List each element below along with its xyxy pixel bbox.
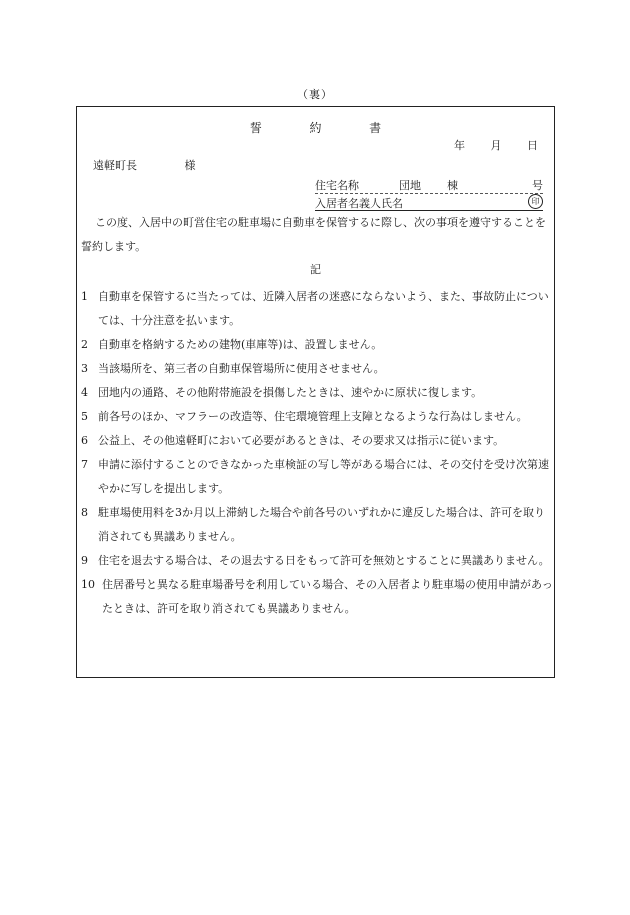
seal-mark: 印: [528, 194, 543, 209]
item-text: 住宅を退去する場合は、その退去する日をもって許可を無効とすることに異議ありません。: [98, 554, 550, 567]
title-char-1: 誓: [249, 121, 262, 135]
housing-name-row: [315, 177, 543, 194]
date-day: 日: [527, 139, 538, 152]
item-number: 1: [81, 290, 88, 303]
item-number: 9: [81, 554, 88, 567]
number-label: 号: [532, 179, 543, 192]
item-text: 申請に添付することのできなかった車検証の写し等がある場合には、その交付を受け次第速やかに写しを提出します。: [98, 458, 549, 495]
pledge-item: [81, 453, 553, 501]
pledge-item: [81, 573, 553, 621]
ki-heading: 記: [310, 263, 321, 276]
item-number: 3: [81, 362, 88, 375]
pledge-form: [76, 106, 555, 678]
addressee: [93, 157, 196, 173]
housing-name-label: 住宅名称: [315, 179, 359, 192]
resident-block: [315, 177, 543, 211]
item-number: 4: [81, 386, 88, 399]
page-side-label: （裏）: [297, 88, 333, 101]
resident-name-row: [315, 194, 543, 211]
item-text: 団地内の通路、その他附帯施設を損傷したときは、速やかに原状に復します。: [98, 386, 483, 399]
item-number: 6: [81, 434, 88, 447]
date-month: 月: [490, 139, 502, 152]
pledge-item: [81, 501, 553, 549]
title-char-2: 約: [309, 121, 322, 135]
date-year: 年: [454, 139, 465, 152]
item-number: 7: [81, 458, 88, 471]
title-char-3: 書: [369, 121, 382, 135]
pledge-item: [81, 429, 553, 453]
item-number: 2: [81, 338, 88, 351]
item-number: 8: [81, 506, 88, 519]
pledge-item: [81, 357, 553, 381]
item-text: 当該場所を、第三者の自動車保管場所に使用させません。: [98, 362, 385, 375]
item-text: 駐車場使用料を3か月以上滞納した場合や前各号のいずれかに違反した場合は、許可を取り消されても異議ありません。: [98, 506, 545, 543]
building-label: 棟: [447, 179, 458, 192]
item-text: 前各号のほか、マフラーの改造等、住宅環境管理上支障となるような行為はしません。: [98, 410, 528, 423]
item-text: 自動車を保管するに当たっては、近隣入居者の迷惑にならないよう、また、事故防止については、十分注意を払います。: [98, 290, 549, 327]
intro-paragraph: この度、入居中の町営住宅の駐車場に自動車を保管するに際し、次の事項を遵守することを誓約します。: [81, 216, 546, 253]
item-number: 10: [81, 578, 95, 591]
pledge-item: [81, 333, 553, 357]
date-line: [432, 137, 538, 153]
resident-name-label: 入居者名義人氏名: [315, 197, 403, 210]
item-text: 公益上、その他遠軽町において必要があるときは、その要求又は指示に従います。: [98, 434, 505, 447]
pledge-item: [81, 381, 553, 405]
document-title: [77, 119, 554, 136]
pledge-item: [81, 405, 553, 429]
item-text: 住居番号と異なる駐車場番号を利用している場合、その入居者より駐車場の使用申請があったときは、許可を取り消されても異議ありません。: [102, 578, 553, 615]
addressee-honorific: 様: [184, 159, 196, 172]
item-text: 自動車を格納するための建物(車庫等)は、設置しません。: [98, 338, 383, 351]
pledge-item: [81, 285, 553, 333]
addressee-name: 遠軽町長: [93, 159, 137, 172]
pledge-items: [81, 285, 553, 621]
item-number: 5: [81, 410, 88, 423]
danchi-label: 団地: [399, 179, 421, 192]
pledge-item: [81, 549, 553, 573]
